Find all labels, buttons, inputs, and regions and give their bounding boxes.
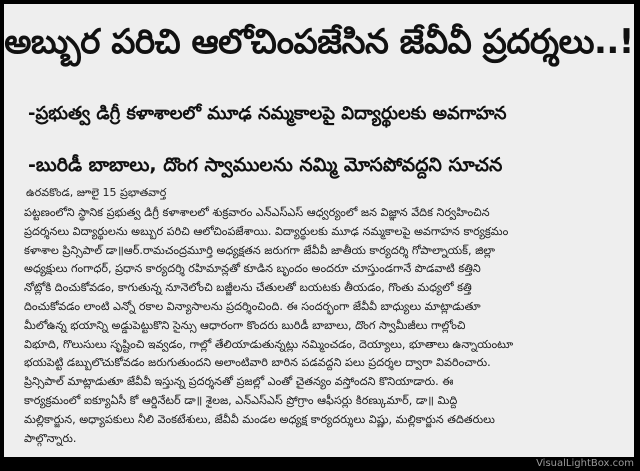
article-subhead-2: -బురిడీ బాబాలు, దొంగ స్వాములను నమ్మి మోసపోవద్దని సూచన <box>28 154 503 176</box>
body-line: ప్రదర్శనలు విద్యార్థులను అబ్బుర పరిచి ఆలోచింపజేశాయి. విద్యార్థులకు మూఢ నమ్మకాలపై అవగాహన కార్యక్రమం <box>24 224 509 238</box>
body-line: మల్లికార్జున, అధ్యాపకులు నీలి వెంకటేశులు, జేవీవీ మండల అధ్యక్ష కార్యదర్శులు విష్ణు, మల్లికార్జున తదితరులు <box>24 412 495 426</box>
article-headline: అబ్బుర పరిచి ఆలోచింపజేసిన జేవీవీ ప్రదర్శలు..! <box>4 22 634 62</box>
newspaper-clipping <box>4 4 634 457</box>
body-line: అధ్యక్షులు గంగాధర్, ప్రధాన కార్యదర్శి రహిమాన్లతో కూడిన బృందం అందరూ చూస్తుండగానే పొడవాటి కత్తిని <box>24 262 481 276</box>
body-line: విభూది, గొలుసులు సృష్టించి ఇవ్వడం, గాల్లో తేలియాడుతున్నట్లు నమ్మించడం, దెయ్యాలు, భూతాలు ఉన్నాయంటూ <box>24 337 514 351</box>
body-line: భయపెట్టి డబ్బులొచుకోవడం జరుగుతుందని అలాంటివారి బారిన పడవద్దని పలు ప్రదర్శల ద్వారా వివరించారు. <box>24 356 491 370</box>
article-subhead-1: -ప్రభుత్వ డిగ్రీ కళాశాలలో మూఢ నమ్మకాలపై విద్యార్థులకు అవగాహన <box>28 103 507 124</box>
body-line: నోట్లోకి దించుకోవడం, కాగుతున్న నూనెలోంచి బజ్జీలను చేతులతో బయటకు తీయడం, గొంతు మధ్యలో కత్తి <box>24 281 472 295</box>
body-line: కళాశాల ప్రిన్సిపాల్ డా॥ఆర్.రామచంద్రమూర్తి అధ్యక్షతన జరుగగా జేవీవీ జాతీయ కార్యదర్శి గోపాల్నాయక్, జిల్లా <box>24 243 495 257</box>
body-line: దించుకోవడం లాంటి ఎన్నో రకాల విన్యాసాలను ప్రదర్శించింది. ఈ సందర్భంగా జేవీవీ బాధ్యులు మాట్లాడుతూ <box>24 299 481 313</box>
article-body <box>24 204 624 448</box>
watermark-text: VisualLightBox.com <box>536 458 634 469</box>
body-line: మీలోఉన్న భయాన్ని అడ్డుపెట్టుకొని సైన్సు ఆధారంగా కొందరు బురిడీ బాబాలు, దొంగ స్వామీజీలు గాల్లోంచి <box>24 318 466 332</box>
body-line: ప్రిన్సిపాల్ మాట్లాడుతూ జేవీవీ ఇస్తున్న ప్రదర్శనతో ప్రజల్లో ఎంతో చైతన్యం వస్తోందని కొనియాడారు. ఈ <box>24 375 454 389</box>
body-line: పాల్గొన్నారు. <box>24 431 77 445</box>
body-line: కార్యక్రమంలో ఐక్యూఏసీ కో ఆర్డినేటర్ డా॥ శైలజ, ఎన్ఎస్ఎస్ ప్రోగ్రాం ఆఫీసర్లు కిరణ్కుమార్, డా॥ మిద్ది <box>24 393 458 407</box>
body-line: పట్టణంలోని స్థానిక ప్రభుత్వ డిగ్రీ కళాశాలలో శుక్రవారం ఎన్ఎస్ఎస్ ఆధ్వర్యంలో జన విజ్ఞాన వేదిక నిర్వహించిన <box>24 206 490 219</box>
article-dateline: ఉరవకొండ, జూలై 15 ప్రభాతవార్త <box>26 186 167 199</box>
